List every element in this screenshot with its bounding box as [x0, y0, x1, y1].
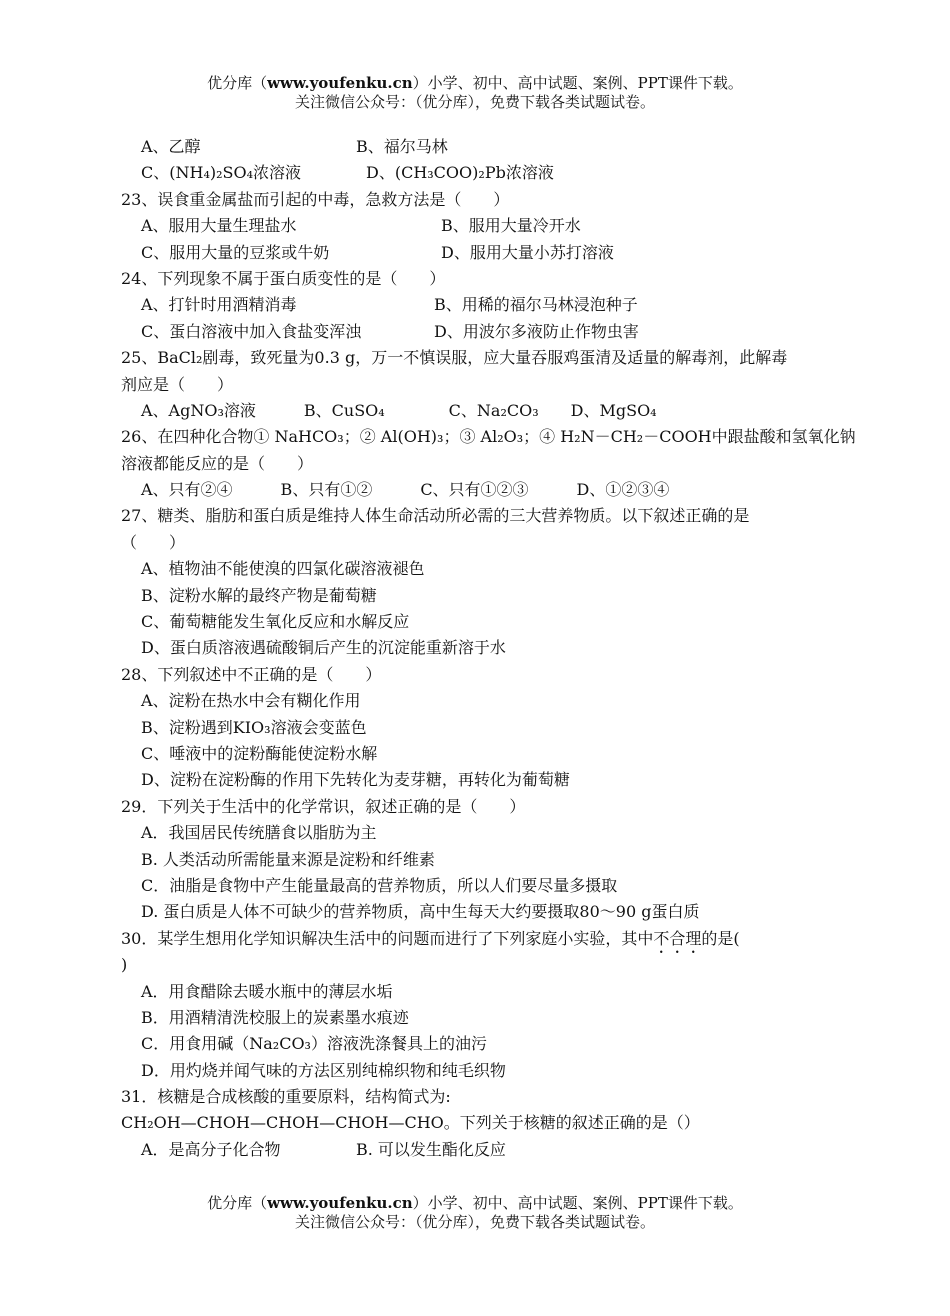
q27-stem-line-1: 27、糖类、脂肪和蛋白质是维持人体生命活动所必需的三大营养物质。以下叙述正确的是: [121, 506, 750, 526]
q22-option-c: C、(NH₄)₂SO₄浓溶液: [141, 163, 302, 183]
q25-stem-line-2: 剂应是（ ）: [121, 374, 234, 394]
q23-stem: 23、误食重金属盐而引起的中毒，急救方法是（ ）: [121, 189, 510, 209]
q30-option-d: D．用灼烧并闻气味的方法区别纯棉织物和纯毛织物: [141, 1060, 506, 1080]
q24-options-cd: [121, 319, 881, 345]
q23-option-a: A、服用大量生理盐水: [141, 216, 297, 236]
q23-option-b: B、服用大量冷开水: [441, 216, 581, 236]
header-line-1: 优分库（www.youfenku.cn）小学、初中、高中试题、案例、PPT课件下载。: [207, 74, 743, 92]
q29-stem: 29．下列关于生活中的化学常识，叙述正确的是（ ）: [121, 796, 526, 816]
q22-option-a: A、乙醇: [141, 137, 201, 156]
q31-stem-line-1: 31．核糖是合成核酸的重要原料，结构简式为:: [121, 1087, 451, 1107]
q31-option-a: A．是高分子化合物: [141, 1139, 281, 1159]
q22-option-d: D、(CH₃COO)₂Pb浓溶液: [366, 163, 554, 183]
q26-stem-line-1: 26、在四种化合物① NaHCO₃；② Al(OH)₃；③ Al₂O₃；④ H₂N－CH₂－COOH中跟盐酸和氢氧化钠: [121, 427, 856, 447]
page-footer: [0, 1194, 950, 1232]
q28-option-c: C、唾液中的淀粉酶能使淀粉水解: [141, 743, 378, 763]
q22-options-cd: [121, 160, 881, 186]
q24-options-ab: [121, 292, 881, 318]
q23-options-cd: [121, 240, 881, 266]
q28-stem: 28、下列叙述中不正确的是（ ）: [121, 664, 382, 684]
q29-option-b: B. 人类活动所需能量来源是淀粉和纤维素: [141, 849, 435, 869]
q25-stem-line-1: 25、BaCl₂剧毒，致死量为0.3 g，万一不慎误服，应大量吞服鸡蛋清及适量的解毒剂，此解毒: [121, 348, 788, 368]
q30-option-b: B．用酒精清洗校服上的炭素墨水痕迹: [141, 1007, 409, 1027]
q29-option-d: D. 蛋白质是人体不可缺少的营养物质，高中生每天大约要摄取80～90 g蛋白质: [141, 902, 700, 922]
q30-stem-line-1: 30．某学生想用化学知识解决生活中的问题而进行了下列家庭小实验，其中不合理的是(: [121, 928, 740, 948]
footer-line-2: 关注微信公众号：（优分库），免费下载各类试题试卷。: [294, 1213, 655, 1231]
q30-option-c: C．用食用碱（Na₂CO₃）溶液洗涤餐具上的油污: [141, 1034, 487, 1054]
q29-option-c: C．油脂是食物中产生能量最高的营养物质，所以人们要尽量多摄取: [141, 875, 618, 895]
q31-stem-line-2: CH₂OH—CHOH—CHOH—CHOH—CHO。下列关于核糖的叙述正确的是（）: [121, 1113, 700, 1133]
q24-option-a: A、打针时用酒精消毒: [141, 295, 297, 315]
q24-option-c: C、蛋白溶液中加入食盐变浑浊: [141, 321, 362, 341]
q27-stem-line-2: （ ）: [121, 532, 186, 552]
q28-option-a: A、淀粉在热水中会有糊化作用: [141, 691, 361, 711]
q28-option-b: B、淀粉遇到KIO₃溶液会变蓝色: [141, 717, 367, 737]
page-header: [0, 74, 950, 112]
q23-option-d: D、服用大量小苏打溶液: [441, 242, 614, 262]
q27-option-d: D、蛋白质溶液遇硫酸铜后产生的沉淀能重新溶于水: [141, 638, 506, 658]
q27-option-b: B、淀粉水解的最终产物是葡萄糖: [141, 585, 377, 605]
q23-options-ab: [121, 213, 881, 239]
q28-option-d: D、淀粉在淀粉酶的作用下先转化为麦芽糖，再转化为葡萄糖: [141, 770, 570, 790]
q24-option-b: B、用稀的福尔马林浸泡种子: [434, 295, 638, 315]
q27-option-a: A、植物油不能使溴的四氯化碳溶液褪色: [141, 559, 425, 579]
q29-option-a: A．我国居民传统膳食以脂肪为主: [141, 823, 377, 843]
q31-option-b: B. 可以发生酯化反应: [356, 1139, 506, 1159]
q22-options-ab: [121, 134, 881, 160]
q26-stem-line-2: 溶液都能反应的是（ ）: [121, 453, 314, 473]
question-body: [121, 134, 881, 1163]
q31-options-ab: [121, 1137, 881, 1163]
q30-emphasis: 不合理: [653, 928, 702, 948]
footer-line-1: 优分库（www.youfenku.cn）小学、初中、高中试题、案例、PPT课件下载。: [207, 1194, 743, 1212]
q24-stem: 24、下列现象不属于蛋白质变性的是（ ）: [121, 268, 446, 288]
footer-site: www.youfenku.cn: [267, 1194, 413, 1212]
q30-stem-line-2: ): [121, 955, 128, 975]
header-site: www.youfenku.cn: [267, 74, 413, 92]
q26-options: A、只有②④ B、只有①② C、只有①②③ D、①②③④: [141, 480, 670, 500]
q25-options: A、AgNO₃溶液 B、CuSO₄ C、Na₂CO₃ D、MgSO₄: [141, 400, 657, 420]
header-line-2: 关注微信公众号：（优分库），免费下载各类试题试卷。: [294, 93, 655, 111]
q22-option-b: B、福尔马林: [356, 137, 448, 156]
q30-option-a: A．用食醋除去暖水瓶中的薄层水垢: [141, 981, 393, 1001]
q27-option-c: C、葡萄糖能发生氧化反应和水解反应: [141, 612, 410, 632]
q24-option-d: D、用波尔多液防止作物虫害: [434, 321, 639, 341]
q23-option-c: C、服用大量的豆浆或牛奶: [141, 242, 330, 262]
